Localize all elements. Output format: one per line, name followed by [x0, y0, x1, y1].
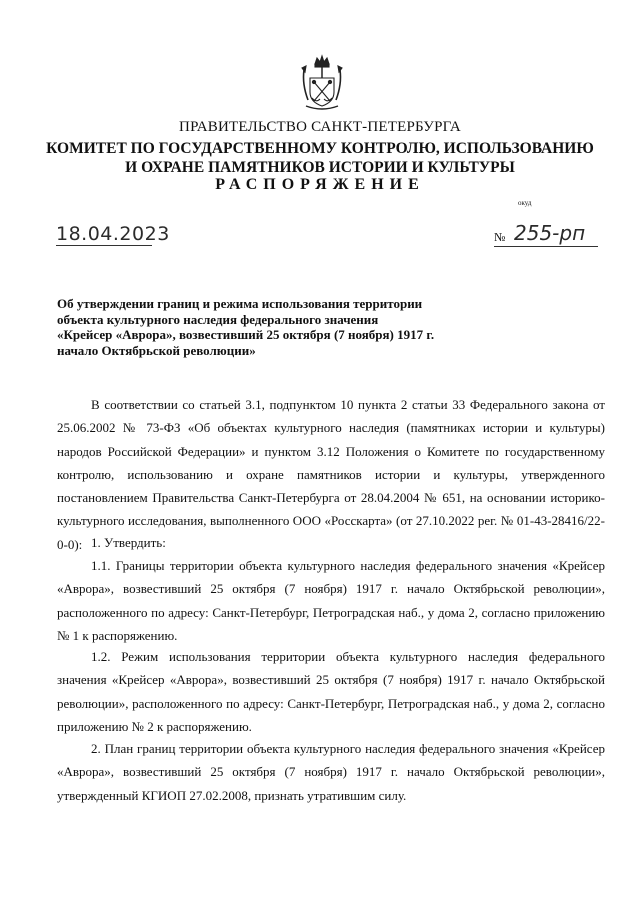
clause-1: 1. Утвердить: — [91, 535, 166, 550]
subject-line: «Крейсер «Аврора», возвестивший 25 октября (7 ноября) 1917 г. — [57, 327, 435, 342]
document-type-title: РАСПОРЯЖЕНИЕ — [215, 176, 425, 193]
committee-name-line: КОМИТЕТ ПО ГОСУДАРСТВЕННОМУ КОНТРОЛЮ, ИСПОЛЬЗОВАНИЮ — [46, 140, 594, 157]
committee-name-line: И ОХРАНЕ ПАМЯТНИКОВ ИСТОРИИ И КУЛЬТУРЫ — [125, 159, 515, 176]
number-sign: № — [494, 230, 506, 244]
document-date: 18.04.2023 — [56, 223, 170, 245]
subject-line: Об утверждении границ и режима использования территории — [57, 296, 423, 311]
document-number-field — [494, 223, 598, 247]
preamble-paragraph: В соответствии со статьей 3.1, подпунктом 10 пункта 2 статьи 33 Федерального закона от 25.06.2002 № 73-ФЗ «Об объектах культурного наследия (памятниках истории и культуры) народов Российской Федерации» и пунктом 3.12 Положения о Комитете по государственному контролю, использованию и охране памятников истории и культуры, утвержденного постановлением Правительства Санкт-Петербурга от 28.04.2004 № 651, на основании историко-культурного исследования, выполненного ООО «Росскарта» (от 27.10.2022 рег. № 01-43-28416/22-0-0): — [57, 397, 605, 552]
subject-line: начало Октябрьской революции» — [57, 342, 256, 358]
okud-label: окуд — [518, 199, 532, 207]
document-subject — [57, 296, 477, 358]
clause-2: 2. План границ территории объекта культурного наследия федерального значения «Крейсер «Аврора», возвестивший 25 октября (7 ноября) 1917 г. начало Октябрьской революции», утвержденный КГИОП 27.02.2008, признать утратившим силу. — [57, 741, 605, 803]
clause-1-1: 1.1. Границы территории объекта культурного наследия федерального значения «Крейсер «Аврора», возвестивший 25 октября (7 ноября) 1917 г. начало Октябрьской революции», расположенного по адресу: Санкт-Петербург, Петроградская наб., у дома 2, согласно приложению № 1 к распоряжению. — [57, 558, 605, 643]
government-name: ПРАВИТЕЛЬСТВО САНКТ-ПЕТЕРБУРГА — [179, 119, 461, 135]
clause-1-2: 1.2. Режим использования территории объекта культурного наследия федерального значения «Крейсер «Аврора», возвестивший 25 октября (7 ноября) 1917 г. начало Октябрьской революции», расположенного по адресу: Санкт-Петербург, Петроградская наб., у дома 2, согласно приложению № 2 к распоряжению. — [57, 649, 605, 734]
saint-petersburg-coat-of-arms-icon — [300, 54, 344, 112]
document-number: 255-рп — [514, 221, 586, 245]
subject-line: объекта культурного наследия федерального значения — [57, 311, 379, 327]
committee-name — [0, 139, 640, 177]
